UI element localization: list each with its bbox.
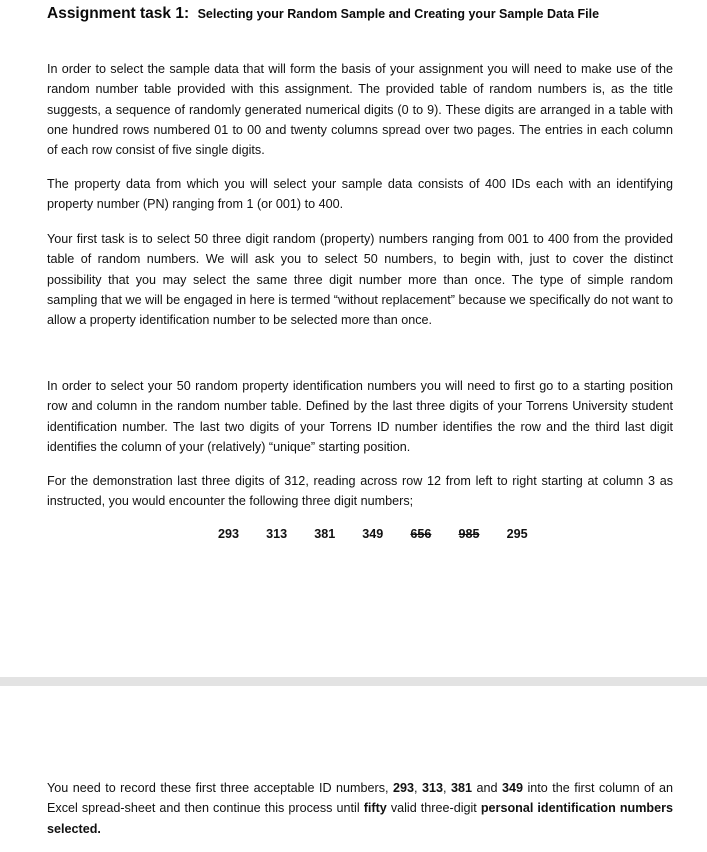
- paragraph-demonstration: For the demonstration last three digits of 312, reading across row 12 from left to right starting at column 3 as instructed, you would encounter the following three digit numbers;: [47, 474, 673, 509]
- paragraph-property-data: The property data from which you will select your sample data consists of 400 IDs each with an identifying property number (PN) ranging from 1 (or 001) to 400.: [47, 177, 673, 212]
- paragraph-random-number-table: In order to select the sample data that will form the basis of your assignment you will need to make use of the random number table provided with this assignment. The provided table of random numbers is, as the title suggests, a sequence of randomly generated numerical digits (0 to 9). These digits are arranged in a table with one hundred rows numbered 01 to 00 and twenty columns spread over two pages. The entries in each column of each row consist of five single digits.: [47, 62, 673, 158]
- paragraph-record-ids: [47, 778, 673, 839]
- sample-number-rejected: 656: [410, 527, 432, 541]
- heading-subtitle: Selecting your Random Sample and Creating your Sample Data File: [197, 7, 600, 21]
- sample-number: 313: [266, 527, 288, 541]
- text-run: valid three-digit: [386, 801, 481, 816]
- bold-closing-phrase: personal identification numbers selected.: [47, 801, 674, 836]
- text-run: ,: [443, 781, 451, 795]
- bold-id-number: 381: [451, 781, 473, 795]
- paragraph-starting-position: In order to select your 50 random property identification numbers you will need to first go to a starting position row and column in the random number table. Defined by the last three digits of your Torrens University student identification number. The last two digits of your Torrens ID number identifies the row and the third last digit identifies the column of your (relatively) “unique” starting position.: [47, 379, 673, 454]
- document-page-2: [0, 686, 707, 852]
- assignment-heading: [47, 5, 599, 23]
- sample-number: 293: [218, 527, 240, 541]
- bold-id-number: 293: [393, 781, 415, 795]
- sample-number-rejected: 985: [458, 527, 480, 541]
- bold-id-number: 313: [422, 781, 444, 795]
- bold-id-number: 349: [501, 781, 523, 795]
- sample-number: 349: [362, 527, 384, 541]
- bold-fifty: fifty: [363, 801, 387, 816]
- heading-main: Assignment task 1:: [47, 5, 190, 22]
- text-run: ,: [414, 781, 422, 795]
- sample-number-list: [218, 527, 555, 541]
- sample-number: 381: [314, 527, 336, 541]
- text-run: You need to record these first three acceptable ID numbers,: [47, 781, 393, 795]
- text-run: into the first column of an Excel spread-sheet and then continue this process until: [47, 781, 674, 816]
- page-break-divider: [0, 677, 707, 686]
- sample-number: 295: [506, 527, 528, 541]
- paragraph-first-task: Your first task is to select 50 three digit random (property) numbers ranging from 001 to 400 from the provided table of random numbers. We will ask you to select 50 numbers, to begin with, just to cover the distinct possibility that you may select the same three digit number more than once. The type of simple random sampling that we will be engaged in here is termed “without replacement” because we specifically do not want to allow a property identification number to be selected more than once.: [47, 232, 673, 328]
- text-run: and: [472, 781, 502, 795]
